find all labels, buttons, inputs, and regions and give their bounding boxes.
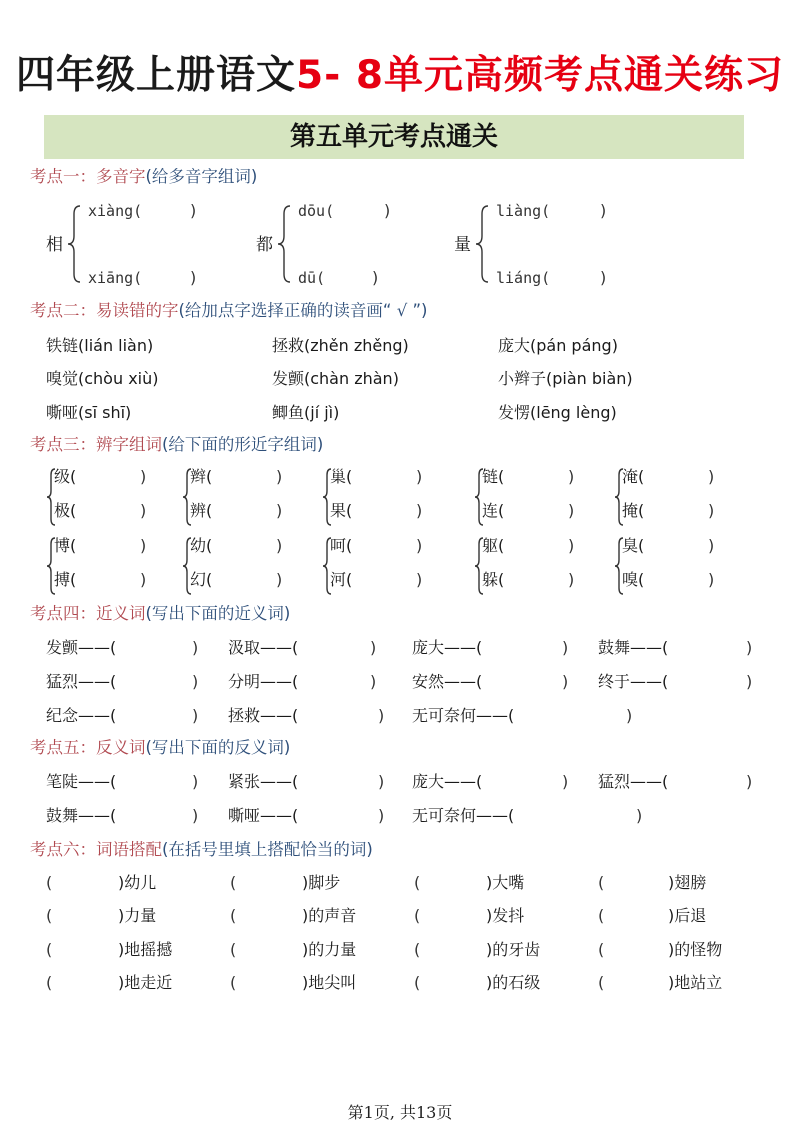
close-paren: ) (416, 570, 423, 589)
close-paren: ) (746, 638, 753, 657)
similar-char-item: 幻( (190, 570, 213, 589)
close-paren: ) (416, 501, 423, 520)
antonym-item: 紧张——( (228, 772, 299, 791)
polyphone-char: 都 (256, 235, 273, 255)
brace-icon (474, 204, 490, 284)
similar-char-item: 连( (482, 501, 505, 520)
title-part1: 四年级上册语文 (15, 53, 296, 98)
close-paren: ) (140, 536, 147, 555)
collocation-item: )翅膀 (668, 873, 707, 892)
polyphone-char: 相 (46, 235, 63, 255)
synonym-item: 汲取——( (228, 638, 299, 657)
close-paren: ) (140, 501, 147, 520)
close-paren: ) (746, 672, 753, 691)
close-paren: ) (600, 268, 607, 287)
antonym-item: 猛烈——( (598, 772, 669, 791)
close-paren: ) (190, 201, 197, 220)
close-paren: ) (192, 806, 199, 825)
open-paren: ( (414, 873, 421, 892)
close-paren: ) (192, 638, 199, 657)
section-4-heading (30, 603, 290, 625)
section-4-label: 考点四：近义词 (30, 604, 146, 623)
similar-char-item: 躲( (482, 570, 505, 589)
similar-char-item: 呵( (330, 536, 353, 555)
page-footer: 第1页, 共13页 (347, 1103, 453, 1122)
antonym-item: 庞大——( (412, 772, 483, 791)
close-paren: ) (636, 806, 643, 825)
collocation-item: )脚步 (302, 873, 341, 892)
antonym-item: 鼓舞——( (46, 806, 117, 825)
open-paren: ( (46, 973, 53, 992)
close-paren: ) (626, 706, 633, 725)
section-2-label: 考点二：易读错的字 (30, 301, 179, 320)
section-5-label: 考点五：反义词 (30, 738, 146, 757)
close-paren: ) (276, 501, 283, 520)
antonym-item: 嘶哑——( (228, 806, 299, 825)
antonym-item: 无可奈何——( (412, 806, 515, 825)
close-paren: ) (276, 536, 283, 555)
close-paren: ) (562, 638, 569, 657)
close-paren: ) (378, 772, 385, 791)
polyphone-reading: xiàng( (88, 202, 143, 220)
close-paren: ) (562, 672, 569, 691)
similar-char-item: 果( (330, 501, 353, 520)
collocation-item: )的石级 (486, 973, 541, 992)
collocation-item: )地走近 (118, 973, 173, 992)
close-paren: ) (562, 772, 569, 791)
synonym-item: 发颤——( (46, 638, 117, 657)
section-2-instruction: (给加点字选择正确的读音画“ √ ”) (178, 301, 428, 320)
similar-char-item: 极( (54, 501, 77, 520)
section-1-heading (30, 166, 257, 188)
close-paren: ) (708, 570, 715, 589)
open-paren: ( (598, 973, 605, 992)
open-paren: ( (46, 906, 53, 925)
section-3-instruction: (给下面的形近字组词) (162, 435, 324, 454)
close-paren: ) (140, 570, 147, 589)
section-3-label: 考点三：辨字组词 (30, 435, 162, 454)
close-paren: ) (568, 501, 575, 520)
close-paren: ) (192, 772, 199, 791)
section-6-label: 考点六：词语搭配 (30, 840, 162, 859)
section-6-instruction: (在括号里填上搭配恰当的词) (162, 840, 373, 859)
close-paren: ) (370, 672, 377, 691)
synonym-item: 庞大——( (412, 638, 483, 657)
polyphone-reading: dū( (298, 269, 326, 287)
similar-char-item: 掩( (622, 501, 645, 520)
synonym-item: 猛烈——( (46, 672, 117, 691)
brace-icon (66, 204, 82, 284)
collocation-item: )的怪物 (668, 940, 723, 959)
close-paren: ) (568, 570, 575, 589)
similar-char-item: 河( (330, 570, 353, 589)
reading-item: 庞大(pán páng) (498, 336, 618, 355)
section-4-instruction: (写出下面的近义词) (145, 604, 291, 623)
reading-item: 铁链(lián liàn) (46, 336, 154, 355)
open-paren: ( (46, 873, 53, 892)
close-paren: ) (190, 268, 197, 287)
close-paren: ) (708, 467, 715, 486)
open-paren: ( (598, 940, 605, 959)
antonym-item: 笔陡——( (46, 772, 117, 791)
polyphone-reading: liàng( (496, 202, 551, 220)
similar-char-item: 淹( (622, 467, 645, 486)
unit-banner: 第五单元考点通关 (44, 115, 744, 159)
close-paren: ) (378, 706, 385, 725)
title-part2: 5- 8单元高频考点通关练习 (295, 53, 785, 98)
close-paren: ) (600, 201, 607, 220)
close-paren: ) (384, 201, 391, 220)
collocation-item: )大嘴 (486, 873, 525, 892)
close-paren: ) (708, 501, 715, 520)
similar-char-item: 辫( (190, 467, 213, 486)
open-paren: ( (46, 940, 53, 959)
page-title (0, 48, 800, 104)
open-paren: ( (230, 973, 237, 992)
synonym-item: 分明——( (228, 672, 299, 691)
open-paren: ( (414, 940, 421, 959)
open-paren: ( (230, 906, 237, 925)
similar-char-item: 嗅( (622, 570, 645, 589)
polyphone-reading: liáng( (496, 269, 551, 287)
close-paren: ) (140, 467, 147, 486)
close-paren: ) (192, 706, 199, 725)
synonym-item: 纪念——( (46, 706, 117, 725)
polyphone-reading: xiāng( (88, 269, 143, 287)
similar-char-item: 躯( (482, 536, 505, 555)
collocation-item: )的牙齿 (486, 940, 541, 959)
close-paren: ) (708, 536, 715, 555)
reading-item: 发颤(chàn zhàn) (272, 369, 399, 388)
collocation-item: )地摇撼 (118, 940, 173, 959)
collocation-item: )的声音 (302, 906, 357, 925)
similar-char-item: 辨( (190, 501, 213, 520)
collocation-item: )地尖叫 (302, 973, 357, 992)
reading-item: 发愣(lēng lèng) (498, 403, 617, 422)
section-1-instruction: (给多音字组词) (145, 167, 258, 186)
collocation-item: )发抖 (486, 906, 525, 925)
reading-item: 鲫鱼(jí jì) (272, 403, 340, 422)
close-paren: ) (276, 570, 283, 589)
section-3-heading (30, 434, 323, 456)
close-paren: ) (372, 268, 379, 287)
similar-char-item: 链( (482, 467, 505, 486)
section-5-instruction: (写出下面的反义词) (145, 738, 291, 757)
close-paren: ) (276, 467, 283, 486)
open-paren: ( (598, 906, 605, 925)
collocation-item: )后退 (668, 906, 707, 925)
close-paren: ) (568, 467, 575, 486)
close-paren: ) (378, 806, 385, 825)
section-1-label: 考点一：多音字 (30, 167, 146, 186)
open-paren: ( (414, 973, 421, 992)
open-paren: ( (230, 940, 237, 959)
open-paren: ( (414, 906, 421, 925)
synonym-item: 安然——( (412, 672, 483, 691)
close-paren: ) (416, 467, 423, 486)
polyphone-char: 量 (454, 235, 471, 255)
synonym-item: 无可奈何——( (412, 706, 515, 725)
similar-char-item: 博( (54, 536, 77, 555)
close-paren: ) (746, 772, 753, 791)
brace-icon (276, 204, 292, 284)
close-paren: ) (192, 672, 199, 691)
synonym-item: 鼓舞——( (598, 638, 669, 657)
collocation-item: )地站立 (668, 973, 723, 992)
open-paren: ( (230, 873, 237, 892)
similar-char-item: 搏( (54, 570, 77, 589)
similar-char-item: 臭( (622, 536, 645, 555)
collocation-item: )的力量 (302, 940, 357, 959)
synonym-item: 拯救——( (228, 706, 299, 725)
collocation-item: )力量 (118, 906, 157, 925)
open-paren: ( (598, 873, 605, 892)
similar-char-item: 巢( (330, 467, 353, 486)
reading-item: 嘶哑(sī shī) (46, 403, 132, 422)
close-paren: ) (370, 638, 377, 657)
reading-item: 嗅觉(chòu xiù) (46, 369, 159, 388)
collocation-item: )幼儿 (118, 873, 157, 892)
reading-item: 拯救(zhěn zhěng) (272, 336, 409, 355)
similar-char-item: 幼( (190, 536, 213, 555)
polyphone-reading: dōu( (298, 202, 335, 220)
synonym-item: 终于——( (598, 672, 669, 691)
close-paren: ) (568, 536, 575, 555)
section-5-heading (30, 737, 290, 759)
similar-char-item: 级( (54, 467, 77, 486)
section-6-heading (30, 839, 373, 861)
close-paren: ) (416, 536, 423, 555)
section-2-heading (30, 300, 427, 322)
reading-item: 小辫子(piàn biàn) (498, 369, 633, 388)
